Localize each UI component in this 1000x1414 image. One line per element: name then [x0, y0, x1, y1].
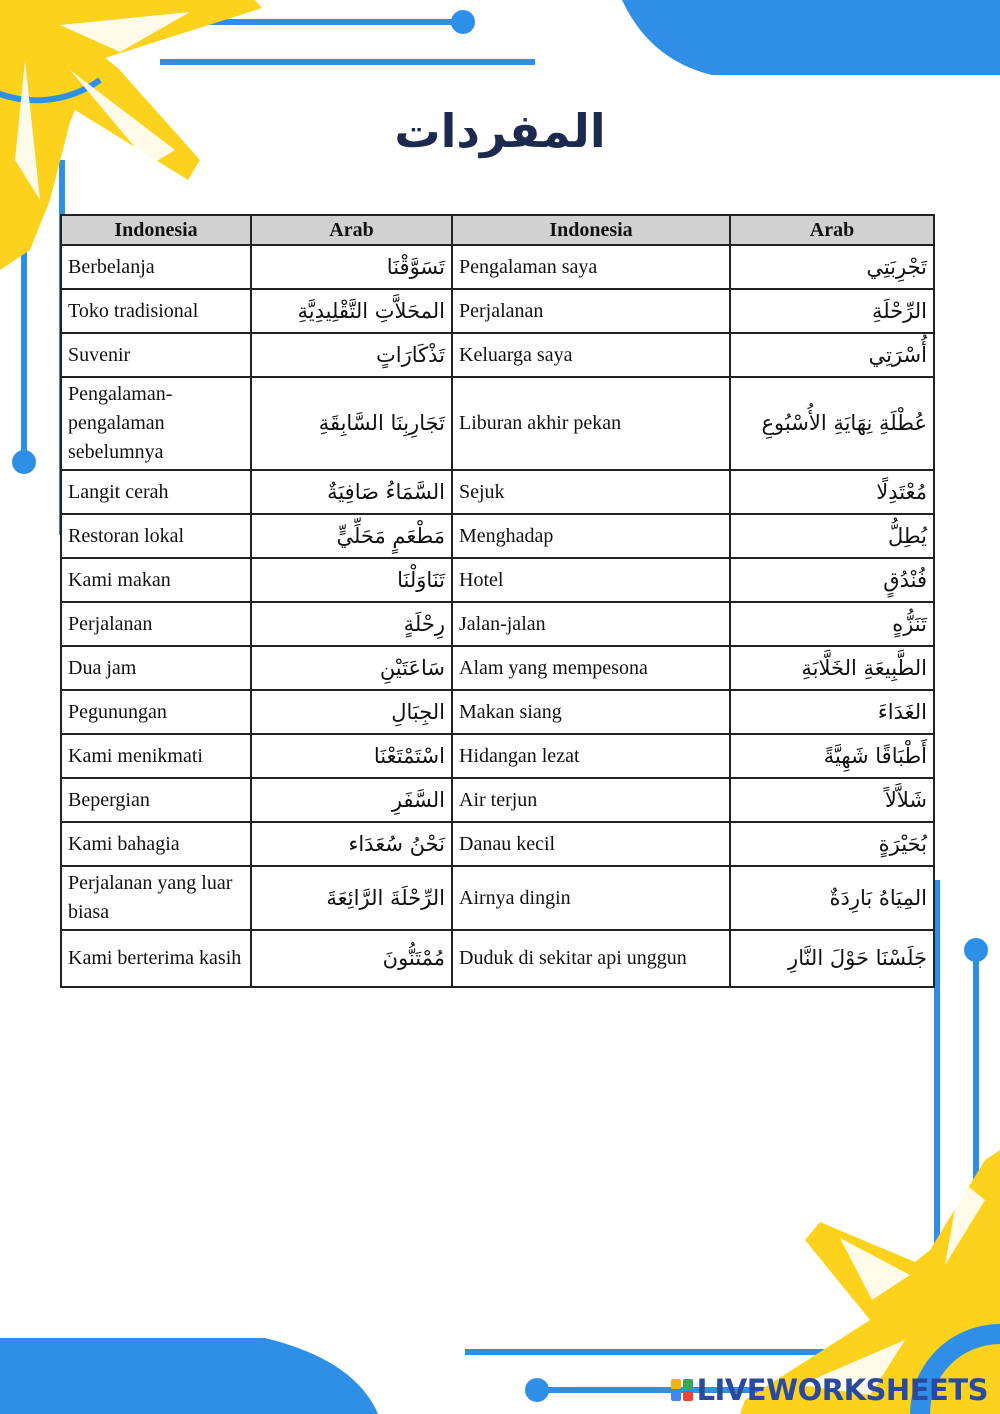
logo-mark-icon	[671, 1379, 693, 1401]
indonesia-cell: Hidangan lezat	[452, 734, 730, 778]
arab-cell: تَنَاوَلْنَا	[251, 558, 452, 602]
liveworksheets-logo	[671, 1372, 988, 1408]
indonesia-cell: Keluarga saya	[452, 333, 730, 377]
arab-cell: الرِّحْلَةِ	[730, 289, 934, 333]
bottom-dot	[525, 1378, 549, 1402]
arab-cell: تَجْرِبَتِي	[730, 245, 934, 289]
indonesia-cell: Airnya dingin	[452, 866, 730, 930]
arab-cell: سَاعَتَيْنِ	[251, 646, 452, 690]
arab-cell: مُعْتَدِلًا	[730, 470, 934, 514]
arab-cell: فُنْدُقٍ	[730, 558, 934, 602]
arab-cell: السَّفَرِ	[251, 778, 452, 822]
arab-cell: مَطْعَمٍ مَحَلِّيٍّ	[251, 514, 452, 558]
indonesia-cell: Kami bahagia	[61, 822, 251, 866]
top-right-blob	[622, 0, 1000, 75]
arab-cell: السَّمَاءُ صَافِيَةٌ	[251, 470, 452, 514]
indonesia-cell: Perjalanan yang luar biasa	[61, 866, 251, 930]
table-row	[61, 514, 934, 558]
indonesia-cell: Perjalanan	[61, 602, 251, 646]
arab-cell: جَلَسْنَا حَوْلَ النَّارِ	[730, 930, 934, 987]
table-row	[61, 470, 934, 514]
indonesia-cell: Makan siang	[452, 690, 730, 734]
arab-cell: الطَّبِيعَةِ الخَلَّابَةِ	[730, 646, 934, 690]
indonesia-cell: Bepergian	[61, 778, 251, 822]
table-body	[61, 245, 934, 987]
table-row	[61, 778, 934, 822]
arab-cell: شَلاَّلاً	[730, 778, 934, 822]
indonesia-cell: Danau kecil	[452, 822, 730, 866]
arab-cell: الرِّحْلَةَ الرَّائِعَةَ	[251, 866, 452, 930]
arab-cell: عُطْلَةِ نِهَايَةِ الأُسْبُوعِ	[730, 377, 934, 470]
arab-cell: يُطِلُّ	[730, 514, 934, 558]
indonesia-cell: Perjalanan	[452, 289, 730, 333]
arab-cell: بُحَيْرَةٍ	[730, 822, 934, 866]
indonesia-cell: Hotel	[452, 558, 730, 602]
table-row	[61, 822, 934, 866]
indonesia-cell: Suvenir	[61, 333, 251, 377]
table-row	[61, 289, 934, 333]
header-indonesia-1: Indonesia	[61, 215, 251, 245]
arab-cell: تَسَوَّقْنَا	[251, 245, 452, 289]
indonesia-cell: Pengalaman-pengalaman sebelumnya	[61, 377, 251, 470]
arab-cell: اسْتَمْتَعْنَا	[251, 734, 452, 778]
indonesia-cell: Liburan akhir pekan	[452, 377, 730, 470]
indonesia-cell: Toko tradisional	[61, 289, 251, 333]
right-dot	[964, 938, 988, 962]
table-row	[61, 245, 934, 289]
logo-text: LIVEWORKSHEETS	[696, 1373, 988, 1407]
bottom-left-blob	[0, 1338, 378, 1414]
header-arab-1: Arab	[251, 215, 452, 245]
header-arab-2: Arab	[730, 215, 934, 245]
indonesia-cell: Pengalaman saya	[452, 245, 730, 289]
table-row	[61, 690, 934, 734]
indonesia-cell: Dua jam	[61, 646, 251, 690]
indonesia-cell: Kami menikmati	[61, 734, 251, 778]
table-row	[61, 646, 934, 690]
indonesia-cell: Kami makan	[61, 558, 251, 602]
table-row	[61, 602, 934, 646]
indonesia-cell: Sejuk	[452, 470, 730, 514]
arab-cell: مُمْتَنُّونَ	[251, 930, 452, 987]
arab-cell: تَذْكَارَاتٍ	[251, 333, 452, 377]
vocabulary-table	[60, 214, 935, 988]
arab-cell: المحَلاَّتِ التَّقْلِيدِيَّةِ	[251, 289, 452, 333]
arab-cell: تَجَارِبِنَا السَّابِقَةِ	[251, 377, 452, 470]
indonesia-cell: Alam yang mempesona	[452, 646, 730, 690]
indonesia-cell: Restoran lokal	[61, 514, 251, 558]
page-title: المفردات	[394, 104, 606, 158]
indonesia-cell: Menghadap	[452, 514, 730, 558]
indonesia-cell: Langit cerah	[61, 470, 251, 514]
top-dot	[451, 10, 475, 34]
indonesia-cell: Berbelanja	[61, 245, 251, 289]
arab-cell: تَنَزُّهٍ	[730, 602, 934, 646]
table-row	[61, 930, 934, 987]
arab-cell: رِحْلَةٍ	[251, 602, 452, 646]
arab-cell: المِيَاهُ بَارِدَةٌ	[730, 866, 934, 930]
table-header-row	[61, 215, 934, 245]
arab-cell: نَحْنُ سُعَدَاء	[251, 822, 452, 866]
table-row	[61, 333, 934, 377]
arab-cell: أَطْبَاقًا شَهِيَّةً	[730, 734, 934, 778]
indonesia-cell: Pegunungan	[61, 690, 251, 734]
table-row	[61, 866, 934, 930]
table-row	[61, 558, 934, 602]
indonesia-cell: Air terjun	[452, 778, 730, 822]
table-row	[61, 377, 934, 470]
indonesia-cell: Duduk di sekitar api unggun	[452, 930, 730, 987]
arab-cell: الجِبَالِ	[251, 690, 452, 734]
indonesia-cell: Kami berterima kasih	[61, 930, 251, 987]
arab-cell: أُسْرَتِي	[730, 333, 934, 377]
indonesia-cell: Jalan-jalan	[452, 602, 730, 646]
left-dot	[12, 450, 36, 474]
arab-cell: الغَدَاءَ	[730, 690, 934, 734]
table-row	[61, 734, 934, 778]
header-indonesia-2: Indonesia	[452, 215, 730, 245]
